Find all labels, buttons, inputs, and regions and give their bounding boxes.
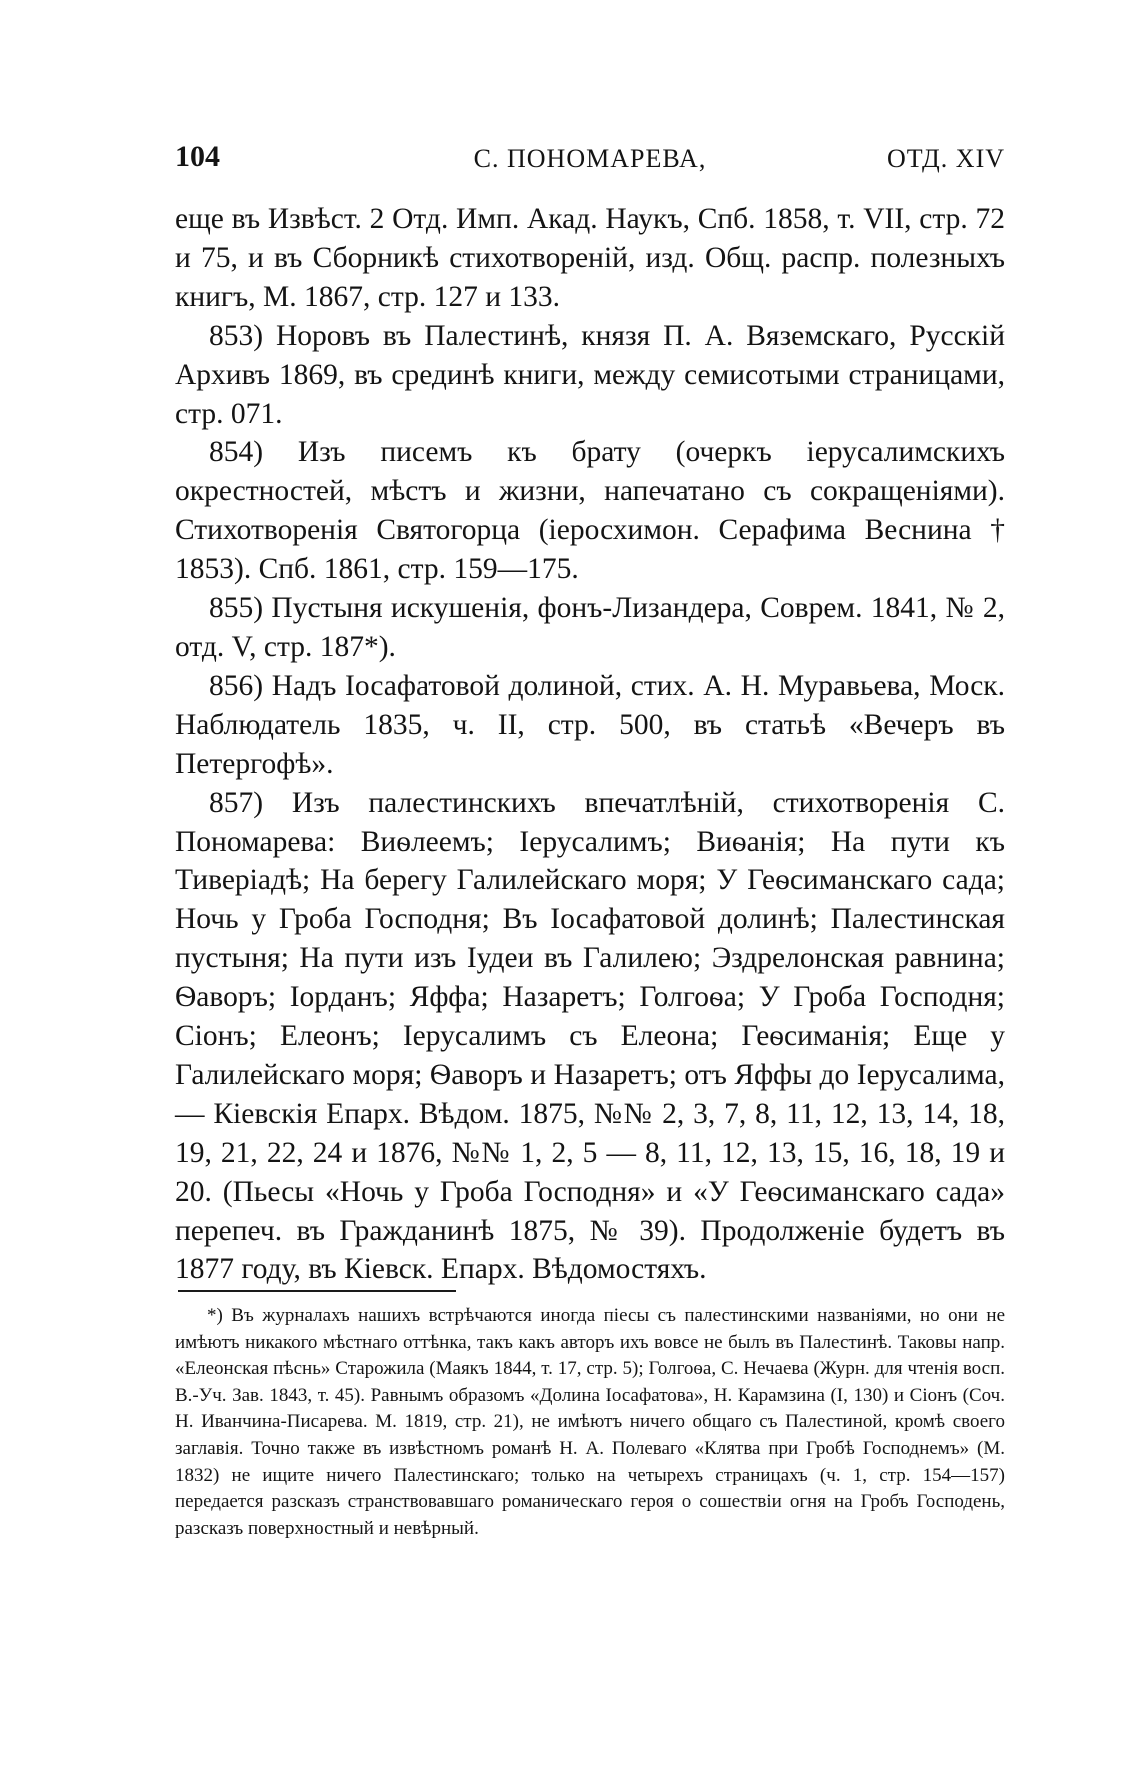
- running-head-section: ОТД. XIV: [887, 144, 1005, 173]
- page-number: 104: [175, 140, 220, 173]
- running-head: [175, 140, 1005, 180]
- footnote: [175, 1303, 1005, 1542]
- entry-853: 853) Норовъ въ Палестинѣ, князя П. А. Вяземскаго, Русскій Архивъ 1869, въ срединѣ книги, между семисотыми страницами, стр. 071.: [175, 319, 1005, 430]
- main-text: [175, 200, 1005, 1289]
- entry-854: 854) Изъ писемъ къ брату (очеркъ іерусалимскихъ окрестностей, мѣстъ и жизни, напечатано съ сокращеніями). Стихотворенія Святогорца (іеросхимон. Серафима Веснина † 1853). Спб. 1861, стр. 159—175.: [175, 436, 1005, 586]
- paragraph-continuation: еще въ Извѣст. 2 Отд. Имп. Акад. Наукъ, Спб. 1858, т. VII, стр. 72 и 75, и въ Сборникѣ стихотвореній, изд. Общ. распр. полезныхъ книгъ, М. 1867, стр. 127 и 133.: [175, 203, 1005, 313]
- footnote-divider: [178, 1290, 456, 1292]
- running-head-author: С. ПОНОМАРЕВА,: [473, 144, 707, 173]
- entry-855: 855) Пустыня искушенія, фонъ-Лизандера, Соврем. 1841, № 2, отд. V, стр. 187*).: [175, 592, 1005, 663]
- entry-857: 857) Изъ палестинскихъ впечатлѣній, стихотворенія С. Пономарева: Виѳлеемъ; Іерусалимъ; Виѳанія; На пути къ Тиверіадѣ; На берегу Галилейскаго моря; У Геѳсиманскаго сада; Ночь у Гроба Господня; Въ Іосафатовой долинѣ; Палестинская пустыня; На пути изъ Іудеи въ Галилею; Эздрелонская равнина; Ѳаворъ; Іорданъ; Яффа; Назаретъ; Голгоѳа; У Гроба Господня; Сіонъ; Елеонъ; Іерусалимъ съ Елеона; Геѳсиманія; Еще у Галилейскаго моря; Ѳаворъ и Назаретъ; отъ Яффы до Іерусалима,— Кіевскія Епарх. Вѣдом. 1875, №№ 2, 3, 7, 8, 11, 12, 13, 14, 18, 19, 21, 22, 24 и 1876, №№ 1, 2, 5 — 8, 11, 12, 13, 15, 16, 18, 19 и 20. (Пьесы «Ночь у Гроба Господня» и «У Геѳсиманскаго сада» перепеч. въ Гражданинѣ 1875, № 39). Продолженіе будетъ въ 1877 году, въ Кіевск. Епарх. Вѣдомостяхъ.: [175, 786, 1005, 1286]
- footnote-text: *) Въ журналахъ нашихъ встрѣчаются иногда піесы съ палестинскими названіями, но они не имѣютъ никакого мѣстнаго оттѣнка, такъ какъ авторъ ихъ вовсе не былъ въ Палестинѣ. Таковы напр. «Елеонская пѣснь» Старожила (Маякъ 1844, т. 17, стр. 5); Голгоѳа, С. Нечаева (Журн. для чтенія восп. В.-Уч. Зав. 1843, т. 45). Равнымъ образомъ «Долина Іосафатова», Н. Карамзина (I, 130) и Сіонъ (Соч. Н. Иванчина-Писарева. М. 1819, стр. 21), не имѣютъ ничего общаго съ Палестиной, кромѣ своего заглавія. Точно также въ извѣстномъ романѣ Н. А. Полеваго «Клятва при Гробѣ Господнемъ» (М. 1832) не ищите ничего Палестинскаго; только на четырехъ страницахъ (ч. 1, стр. 154—157) передается разсказъ странствовавшаго романическаго героя о сошествіи огня на Гробъ Господень, разсказъ поверхностный и невѣрный.: [175, 1305, 1005, 1539]
- entry-856: 856) Надъ Іосафатовой долиной, стих. А. Н. Муравьева, Моск. Наблюдатель 1835, ч. II, стр. 500, въ статьѣ «Вечеръ въ Петергофѣ».: [175, 669, 1005, 780]
